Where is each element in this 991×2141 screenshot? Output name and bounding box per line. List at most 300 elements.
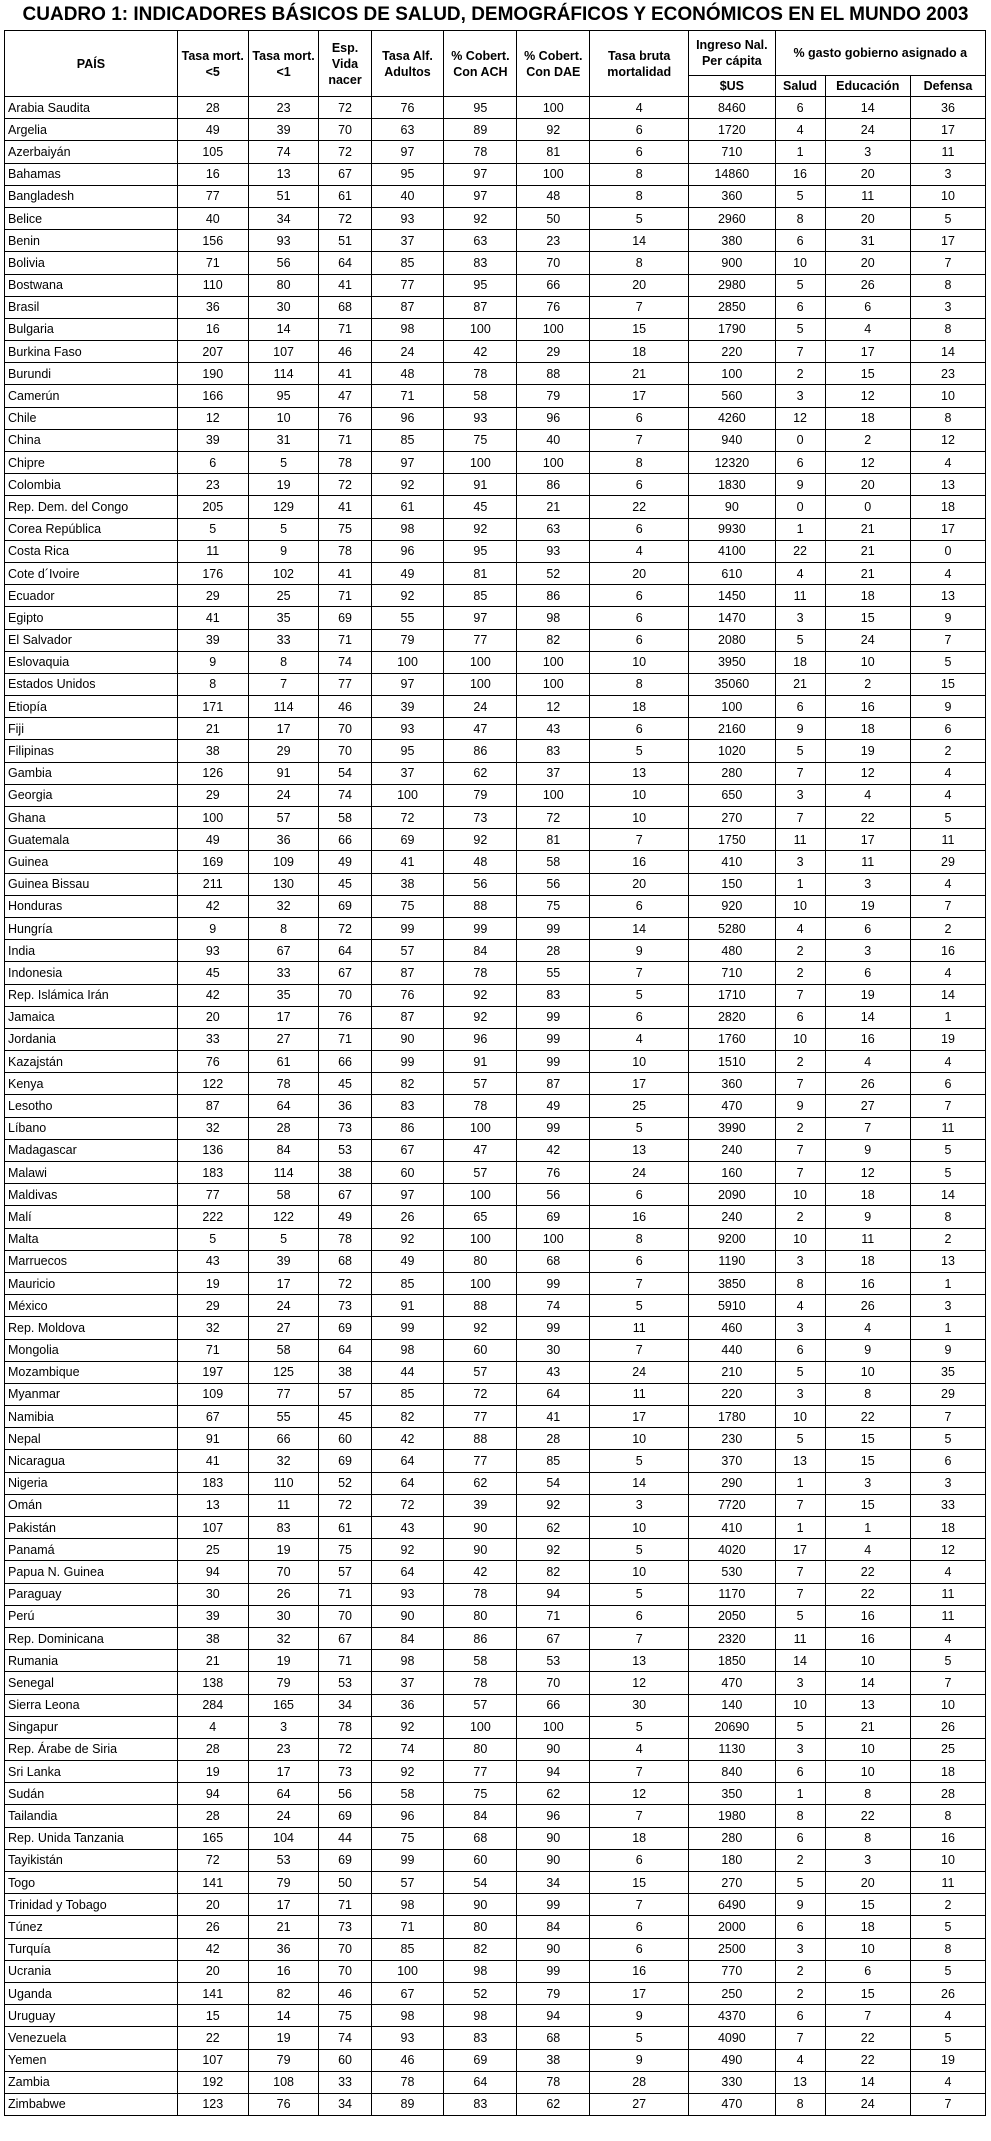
cell-dae-coverage: 66 bbox=[517, 274, 590, 296]
cell-mort5: 32 bbox=[177, 1317, 248, 1339]
cell-crude-mortality: 7 bbox=[590, 962, 689, 984]
cell-education: 4 bbox=[825, 318, 910, 340]
cell-country: Corea República bbox=[5, 518, 178, 540]
cell-income: 240 bbox=[689, 1206, 775, 1228]
cell-literacy: 57 bbox=[371, 940, 444, 962]
cell-dae-coverage: 66 bbox=[517, 1694, 590, 1716]
cell-life-expectancy: 66 bbox=[319, 1051, 371, 1073]
cell-income: 410 bbox=[689, 1517, 775, 1539]
cell-mort5: 122 bbox=[177, 1073, 248, 1095]
cell-ach-coverage: 60 bbox=[444, 1849, 517, 1871]
cell-mort5: 38 bbox=[177, 1627, 248, 1649]
cell-mort1: 5 bbox=[248, 518, 319, 540]
cell-crude-mortality: 22 bbox=[590, 496, 689, 518]
cell-education: 3 bbox=[825, 940, 910, 962]
cell-crude-mortality: 8 bbox=[590, 1228, 689, 1250]
cell-ach-coverage: 64 bbox=[444, 2071, 517, 2093]
cell-life-expectancy: 60 bbox=[319, 1428, 371, 1450]
cell-defense: 29 bbox=[910, 851, 985, 873]
cell-country: Argelia bbox=[5, 119, 178, 141]
cell-education: 3 bbox=[825, 1849, 910, 1871]
cell-country: Madagascar bbox=[5, 1139, 178, 1161]
cell-mort5: 12 bbox=[177, 407, 248, 429]
cell-dae-coverage: 42 bbox=[517, 1139, 590, 1161]
cell-mort1: 35 bbox=[248, 607, 319, 629]
cell-ach-coverage: 99 bbox=[444, 917, 517, 939]
cell-mort5: 76 bbox=[177, 1051, 248, 1073]
cell-income: 9930 bbox=[689, 518, 775, 540]
cell-education: 15 bbox=[825, 1982, 910, 2004]
cell-health: 3 bbox=[775, 1250, 825, 1272]
cell-literacy: 87 bbox=[371, 1006, 444, 1028]
cell-crude-mortality: 18 bbox=[590, 696, 689, 718]
cell-defense: 13 bbox=[910, 1250, 985, 1272]
cell-mort1: 24 bbox=[248, 784, 319, 806]
table-title: CUADRO 1: INDICADORES BÁSICOS DE SALUD, DEMOGRÁFICOS Y ECONÓMICOS EN EL MUNDO 2003 bbox=[22, 4, 969, 25]
cell-life-expectancy: 70 bbox=[319, 1960, 371, 1982]
cell-mort5: 39 bbox=[177, 629, 248, 651]
cell-dae-coverage: 55 bbox=[517, 962, 590, 984]
cell-mort1: 104 bbox=[248, 1827, 319, 1849]
cell-income: 240 bbox=[689, 1139, 775, 1161]
cell-defense: 5 bbox=[910, 1428, 985, 1450]
cell-crude-mortality: 8 bbox=[590, 185, 689, 207]
cell-mort1: 102 bbox=[248, 562, 319, 584]
cell-dae-coverage: 94 bbox=[517, 2005, 590, 2027]
cell-crude-mortality: 5 bbox=[590, 1539, 689, 1561]
cell-income: 710 bbox=[689, 141, 775, 163]
cell-defense: 3 bbox=[910, 163, 985, 185]
cell-income: 940 bbox=[689, 429, 775, 451]
cell-mort1: 3 bbox=[248, 1716, 319, 1738]
cell-health: 6 bbox=[775, 2005, 825, 2027]
cell-mort5: 8 bbox=[177, 673, 248, 695]
cell-literacy: 90 bbox=[371, 1028, 444, 1050]
cell-mort5: 6 bbox=[177, 452, 248, 474]
cell-mort5: 36 bbox=[177, 296, 248, 318]
cell-income: 220 bbox=[689, 1383, 775, 1405]
cell-mort1: 17 bbox=[248, 1272, 319, 1294]
cell-mort5: 23 bbox=[177, 474, 248, 496]
cell-health: 2 bbox=[775, 1849, 825, 1871]
cell-education: 20 bbox=[825, 474, 910, 496]
cell-ach-coverage: 83 bbox=[444, 2027, 517, 2049]
table-row bbox=[5, 673, 986, 695]
cell-ach-coverage: 77 bbox=[444, 1761, 517, 1783]
cell-income: 5910 bbox=[689, 1295, 775, 1317]
cell-literacy: 100 bbox=[371, 1960, 444, 1982]
cell-mort5: 49 bbox=[177, 829, 248, 851]
cell-dae-coverage: 99 bbox=[517, 1028, 590, 1050]
header-defense: Defensa bbox=[910, 76, 985, 97]
cell-literacy: 96 bbox=[371, 1805, 444, 1827]
cell-mort5: 45 bbox=[177, 962, 248, 984]
cell-dae-coverage: 79 bbox=[517, 385, 590, 407]
cell-life-expectancy: 67 bbox=[319, 962, 371, 984]
cell-health: 11 bbox=[775, 829, 825, 851]
cell-mort5: 40 bbox=[177, 207, 248, 229]
cell-country: Zimbabwe bbox=[5, 2093, 178, 2115]
cell-literacy: 75 bbox=[371, 1827, 444, 1849]
cell-ach-coverage: 97 bbox=[444, 607, 517, 629]
cell-dae-coverage: 79 bbox=[517, 1982, 590, 2004]
cell-income: 270 bbox=[689, 807, 775, 829]
cell-ach-coverage: 78 bbox=[444, 962, 517, 984]
cell-income: 1790 bbox=[689, 318, 775, 340]
cell-mort1: 95 bbox=[248, 385, 319, 407]
cell-crude-mortality: 18 bbox=[590, 341, 689, 363]
header-education: Educación bbox=[825, 76, 910, 97]
cell-crude-mortality: 5 bbox=[590, 1583, 689, 1605]
cell-country: Malawi bbox=[5, 1162, 178, 1184]
cell-ach-coverage: 75 bbox=[444, 429, 517, 451]
cell-health: 7 bbox=[775, 984, 825, 1006]
cell-defense: 8 bbox=[910, 1805, 985, 1827]
cell-literacy: 92 bbox=[371, 1716, 444, 1738]
cell-health: 6 bbox=[775, 1761, 825, 1783]
cell-dae-coverage: 94 bbox=[517, 1761, 590, 1783]
cell-life-expectancy: 72 bbox=[319, 207, 371, 229]
cell-income: 140 bbox=[689, 1694, 775, 1716]
cell-life-expectancy: 78 bbox=[319, 1228, 371, 1250]
cell-literacy: 82 bbox=[371, 1073, 444, 1095]
header-spending-group: % gasto gobierno asignado a bbox=[775, 31, 985, 76]
cell-mort1: 30 bbox=[248, 296, 319, 318]
table-row bbox=[5, 385, 986, 407]
cell-mort5: 94 bbox=[177, 1783, 248, 1805]
cell-country: Malí bbox=[5, 1206, 178, 1228]
cell-health: 11 bbox=[775, 1627, 825, 1649]
cell-dae-coverage: 69 bbox=[517, 1206, 590, 1228]
cell-crude-mortality: 6 bbox=[590, 585, 689, 607]
cell-ach-coverage: 54 bbox=[444, 1872, 517, 1894]
cell-ach-coverage: 92 bbox=[444, 829, 517, 851]
cell-mort5: 22 bbox=[177, 2027, 248, 2049]
header-health: Salud bbox=[775, 76, 825, 97]
cell-literacy: 61 bbox=[371, 496, 444, 518]
table-row bbox=[5, 1672, 986, 1694]
cell-income: 12320 bbox=[689, 452, 775, 474]
cell-country: Chile bbox=[5, 407, 178, 429]
cell-income: 8460 bbox=[689, 97, 775, 119]
cell-education: 26 bbox=[825, 1073, 910, 1095]
cell-literacy: 64 bbox=[371, 1472, 444, 1494]
cell-country: Omán bbox=[5, 1494, 178, 1516]
cell-defense: 25 bbox=[910, 1738, 985, 1760]
cell-health: 22 bbox=[775, 540, 825, 562]
cell-country: Bangladesh bbox=[5, 185, 178, 207]
cell-mort5: 207 bbox=[177, 341, 248, 363]
cell-life-expectancy: 78 bbox=[319, 1716, 371, 1738]
cell-health: 10 bbox=[775, 1694, 825, 1716]
cell-mort1: 5 bbox=[248, 1228, 319, 1250]
cell-health: 1 bbox=[775, 1472, 825, 1494]
table-row bbox=[5, 1250, 986, 1272]
cell-health: 5 bbox=[775, 1872, 825, 1894]
cell-education: 20 bbox=[825, 207, 910, 229]
cell-income: 460 bbox=[689, 1317, 775, 1339]
cell-income: 2320 bbox=[689, 1627, 775, 1649]
cell-crude-mortality: 9 bbox=[590, 940, 689, 962]
cell-mort5: 42 bbox=[177, 1938, 248, 1960]
cell-literacy: 63 bbox=[371, 119, 444, 141]
cell-mort5: 141 bbox=[177, 1872, 248, 1894]
cell-literacy: 71 bbox=[371, 385, 444, 407]
cell-country: Sri Lanka bbox=[5, 1761, 178, 1783]
cell-mort1: 39 bbox=[248, 119, 319, 141]
cell-ach-coverage: 78 bbox=[444, 1672, 517, 1694]
cell-country: Egipto bbox=[5, 607, 178, 629]
cell-income: 4260 bbox=[689, 407, 775, 429]
cell-income: 470 bbox=[689, 1672, 775, 1694]
cell-country: El Salvador bbox=[5, 629, 178, 651]
cell-defense: 5 bbox=[910, 1650, 985, 1672]
cell-literacy: 97 bbox=[371, 141, 444, 163]
cell-income: 1830 bbox=[689, 474, 775, 496]
cell-country: Burundi bbox=[5, 363, 178, 385]
cell-country: Fiji bbox=[5, 718, 178, 740]
cell-life-expectancy: 72 bbox=[319, 917, 371, 939]
cell-income: 7720 bbox=[689, 1494, 775, 1516]
cell-income: 610 bbox=[689, 562, 775, 584]
cell-life-expectancy: 74 bbox=[319, 784, 371, 806]
cell-mort1: 19 bbox=[248, 474, 319, 496]
cell-dae-coverage: 28 bbox=[517, 1428, 590, 1450]
cell-health: 5 bbox=[775, 629, 825, 651]
cell-income: 1750 bbox=[689, 829, 775, 851]
cell-income: 150 bbox=[689, 873, 775, 895]
table-row bbox=[5, 1872, 986, 1894]
cell-education: 18 bbox=[825, 718, 910, 740]
cell-crude-mortality: 4 bbox=[590, 1738, 689, 1760]
cell-health: 9 bbox=[775, 1095, 825, 1117]
cell-country: Togo bbox=[5, 1872, 178, 1894]
cell-health: 10 bbox=[775, 895, 825, 917]
cell-education: 13 bbox=[825, 1694, 910, 1716]
cell-education: 16 bbox=[825, 1627, 910, 1649]
cell-health: 5 bbox=[775, 318, 825, 340]
cell-health: 1 bbox=[775, 873, 825, 895]
cell-ach-coverage: 92 bbox=[444, 518, 517, 540]
table-row bbox=[5, 1716, 986, 1738]
cell-mort1: 130 bbox=[248, 873, 319, 895]
cell-life-expectancy: 54 bbox=[319, 762, 371, 784]
cell-literacy: 98 bbox=[371, 2005, 444, 2027]
cell-mort5: 41 bbox=[177, 1450, 248, 1472]
cell-life-expectancy: 74 bbox=[319, 651, 371, 673]
cell-dae-coverage: 90 bbox=[517, 1827, 590, 1849]
header-crude-mortality: Tasa bruta mortalidad bbox=[590, 31, 689, 97]
cell-defense: 33 bbox=[910, 1494, 985, 1516]
cell-health: 3 bbox=[775, 1938, 825, 1960]
cell-literacy: 44 bbox=[371, 1361, 444, 1383]
cell-defense: 23 bbox=[910, 363, 985, 385]
cell-income: 4020 bbox=[689, 1539, 775, 1561]
cell-dae-coverage: 21 bbox=[517, 496, 590, 518]
cell-mort1: 34 bbox=[248, 207, 319, 229]
cell-income: 4100 bbox=[689, 540, 775, 562]
cell-dae-coverage: 28 bbox=[517, 940, 590, 962]
cell-ach-coverage: 60 bbox=[444, 1339, 517, 1361]
cell-education: 21 bbox=[825, 540, 910, 562]
cell-education: 11 bbox=[825, 185, 910, 207]
cell-crude-mortality: 27 bbox=[590, 2093, 689, 2115]
cell-ach-coverage: 89 bbox=[444, 119, 517, 141]
cell-life-expectancy: 70 bbox=[319, 119, 371, 141]
cell-life-expectancy: 70 bbox=[319, 718, 371, 740]
cell-income: 2000 bbox=[689, 1916, 775, 1938]
cell-dae-coverage: 84 bbox=[517, 1916, 590, 1938]
cell-health: 0 bbox=[775, 429, 825, 451]
cell-mort5: 4 bbox=[177, 1716, 248, 1738]
cell-ach-coverage: 100 bbox=[444, 452, 517, 474]
cell-dae-coverage: 70 bbox=[517, 252, 590, 274]
cell-mort1: 74 bbox=[248, 141, 319, 163]
cell-education: 7 bbox=[825, 2005, 910, 2027]
cell-life-expectancy: 69 bbox=[319, 1849, 371, 1871]
table-row bbox=[5, 341, 986, 363]
cell-mort5: 176 bbox=[177, 562, 248, 584]
cell-defense: 11 bbox=[910, 141, 985, 163]
cell-life-expectancy: 50 bbox=[319, 1872, 371, 1894]
cell-life-expectancy: 72 bbox=[319, 141, 371, 163]
cell-defense: 16 bbox=[910, 1827, 985, 1849]
cell-mort1: 64 bbox=[248, 1095, 319, 1117]
cell-mort1: 11 bbox=[248, 1494, 319, 1516]
cell-dae-coverage: 86 bbox=[517, 474, 590, 496]
cell-crude-mortality: 13 bbox=[590, 1650, 689, 1672]
cell-crude-mortality: 7 bbox=[590, 296, 689, 318]
cell-country: Jamaica bbox=[5, 1006, 178, 1028]
cell-crude-mortality: 5 bbox=[590, 1716, 689, 1738]
cell-mort1: 107 bbox=[248, 341, 319, 363]
cell-ach-coverage: 90 bbox=[444, 1539, 517, 1561]
cell-mort1: 27 bbox=[248, 1028, 319, 1050]
table-row bbox=[5, 1383, 986, 1405]
cell-country: Estados Unidos bbox=[5, 673, 178, 695]
cell-life-expectancy: 52 bbox=[319, 1472, 371, 1494]
cell-defense: 8 bbox=[910, 1206, 985, 1228]
cell-ach-coverage: 92 bbox=[444, 207, 517, 229]
cell-mort1: 35 bbox=[248, 984, 319, 1006]
cell-mort5: 100 bbox=[177, 807, 248, 829]
cell-ach-coverage: 100 bbox=[444, 1272, 517, 1294]
cell-education: 8 bbox=[825, 1827, 910, 1849]
cell-health: 17 bbox=[775, 1539, 825, 1561]
cell-health: 4 bbox=[775, 1295, 825, 1317]
cell-income: 360 bbox=[689, 185, 775, 207]
cell-literacy: 83 bbox=[371, 1095, 444, 1117]
cell-life-expectancy: 76 bbox=[319, 407, 371, 429]
cell-health: 10 bbox=[775, 1406, 825, 1428]
cell-literacy: 98 bbox=[371, 1339, 444, 1361]
table-row bbox=[5, 1162, 986, 1184]
cell-life-expectancy: 67 bbox=[319, 163, 371, 185]
cell-mort5: 16 bbox=[177, 163, 248, 185]
cell-literacy: 37 bbox=[371, 230, 444, 252]
cell-mort5: 25 bbox=[177, 1539, 248, 1561]
cell-education: 19 bbox=[825, 895, 910, 917]
cell-ach-coverage: 90 bbox=[444, 1517, 517, 1539]
cell-mort5: 284 bbox=[177, 1694, 248, 1716]
cell-literacy: 99 bbox=[371, 1051, 444, 1073]
cell-mort5: 205 bbox=[177, 496, 248, 518]
cell-country: Guinea Bissau bbox=[5, 873, 178, 895]
cell-mort1: 83 bbox=[248, 1517, 319, 1539]
cell-mort1: 93 bbox=[248, 230, 319, 252]
table-row bbox=[5, 1006, 986, 1028]
cell-crude-mortality: 6 bbox=[590, 119, 689, 141]
cell-health: 8 bbox=[775, 1272, 825, 1294]
cell-mort1: 53 bbox=[248, 1849, 319, 1871]
cell-income: 900 bbox=[689, 252, 775, 274]
cell-health: 5 bbox=[775, 274, 825, 296]
cell-ach-coverage: 62 bbox=[444, 1472, 517, 1494]
cell-education: 22 bbox=[825, 2049, 910, 2071]
cell-ach-coverage: 78 bbox=[444, 363, 517, 385]
cell-defense: 2 bbox=[910, 1894, 985, 1916]
table-row bbox=[5, 496, 986, 518]
cell-mort5: 105 bbox=[177, 141, 248, 163]
cell-life-expectancy: 75 bbox=[319, 2005, 371, 2027]
cell-mort1: 39 bbox=[248, 1250, 319, 1272]
cell-dae-coverage: 70 bbox=[517, 1672, 590, 1694]
table-row bbox=[5, 562, 986, 584]
cell-life-expectancy: 74 bbox=[319, 2027, 371, 2049]
cell-life-expectancy: 33 bbox=[319, 2071, 371, 2093]
cell-crude-mortality: 6 bbox=[590, 518, 689, 540]
cell-country: Arabia Saudita bbox=[5, 97, 178, 119]
cell-crude-mortality: 10 bbox=[590, 784, 689, 806]
cell-defense: 8 bbox=[910, 1938, 985, 1960]
cell-defense: 4 bbox=[910, 762, 985, 784]
cell-ach-coverage: 45 bbox=[444, 496, 517, 518]
table-row bbox=[5, 1827, 986, 1849]
cell-crude-mortality: 4 bbox=[590, 1028, 689, 1050]
cell-country: Burkina Faso bbox=[5, 341, 178, 363]
cell-crude-mortality: 10 bbox=[590, 1428, 689, 1450]
table-body bbox=[5, 97, 986, 2116]
cell-defense: 6 bbox=[910, 1450, 985, 1472]
cell-literacy: 49 bbox=[371, 1250, 444, 1272]
table-row bbox=[5, 651, 986, 673]
cell-ach-coverage: 88 bbox=[444, 1428, 517, 1450]
cell-health: 7 bbox=[775, 1494, 825, 1516]
cell-literacy: 55 bbox=[371, 607, 444, 629]
cell-health: 7 bbox=[775, 807, 825, 829]
cell-ach-coverage: 100 bbox=[444, 1184, 517, 1206]
cell-literacy: 37 bbox=[371, 762, 444, 784]
cell-defense: 26 bbox=[910, 1716, 985, 1738]
cell-ach-coverage: 100 bbox=[444, 651, 517, 673]
cell-crude-mortality: 5 bbox=[590, 1450, 689, 1472]
cell-education: 16 bbox=[825, 1028, 910, 1050]
cell-ach-coverage: 47 bbox=[444, 718, 517, 740]
cell-country: Rep. Árabe de Siria bbox=[5, 1738, 178, 1760]
cell-health: 3 bbox=[775, 1383, 825, 1405]
cell-health: 2 bbox=[775, 1117, 825, 1139]
cell-mort1: 70 bbox=[248, 1561, 319, 1583]
cell-education: 4 bbox=[825, 1539, 910, 1561]
cell-crude-mortality: 14 bbox=[590, 917, 689, 939]
cell-literacy: 39 bbox=[371, 696, 444, 718]
cell-dae-coverage: 76 bbox=[517, 1162, 590, 1184]
cell-health: 2 bbox=[775, 1051, 825, 1073]
table-row bbox=[5, 1073, 986, 1095]
cell-dae-coverage: 92 bbox=[517, 1539, 590, 1561]
table-row bbox=[5, 141, 986, 163]
cell-crude-mortality: 6 bbox=[590, 607, 689, 629]
